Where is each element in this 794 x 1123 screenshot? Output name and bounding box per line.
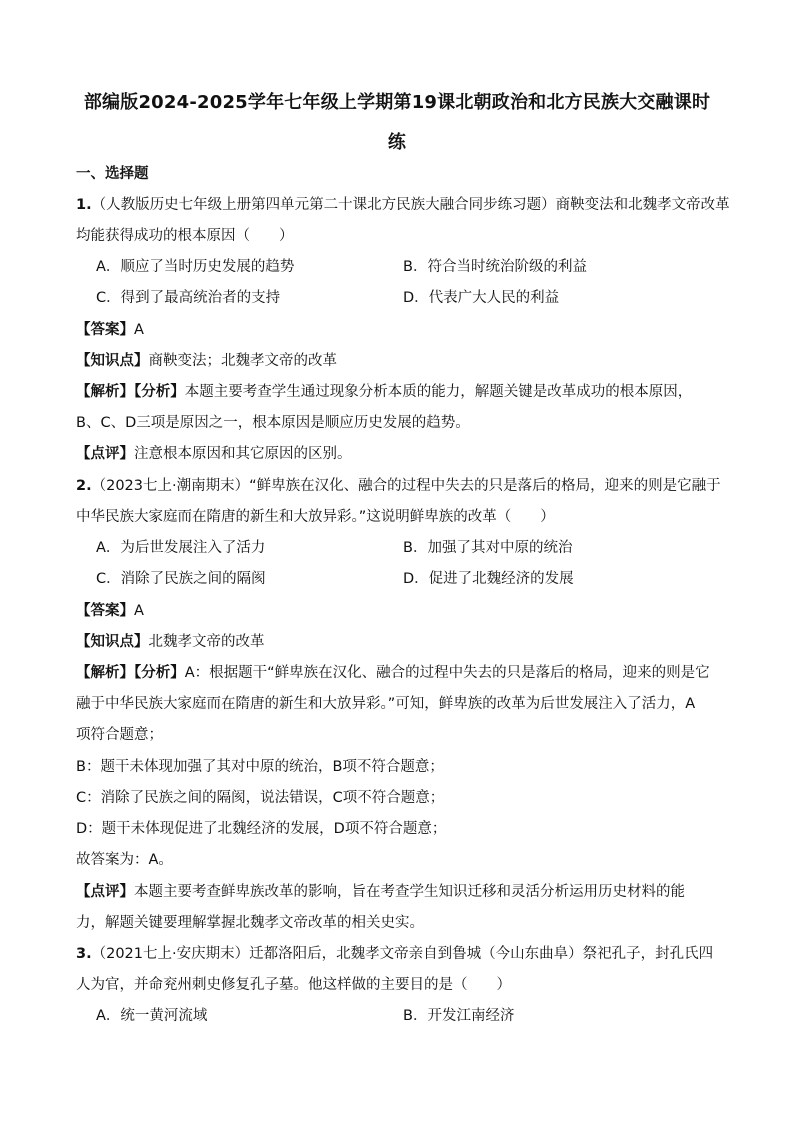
document-title: 部编版2024-2025学年七年级上学期第19课北朝政治和北方民族大交融课时 bbox=[83, 92, 711, 113]
q2-analysis-c: C：消除了民族之间的隔阂，说法错误，C项不符合题意； bbox=[76, 790, 445, 806]
document-title-continued: 练 bbox=[387, 132, 407, 153]
q2-option-c: C．消除了民族之间的隔阂 bbox=[96, 571, 266, 587]
q1-knowledge-point: 【知识点】商鞅变法；北魏孝文帝的改革 bbox=[76, 353, 337, 369]
q3-option-a: A．统一黄河流域 bbox=[96, 1008, 208, 1024]
q2-analysis-d: D：题干未体现促进了北魏经济的发展，D项不符合题意； bbox=[76, 821, 447, 837]
q1-option-d: D．代表广大人民的利益 bbox=[403, 290, 560, 306]
q1-analysis-cont: B、C、D三项是原因之一，根本原因是顺应历史发展的趋势。 bbox=[76, 415, 470, 431]
question-number: 2. bbox=[76, 478, 92, 494]
question-3-stem-cont: 人为官，并命兖州刺史修复孔子墓。他这样做的主要目的是（ ） bbox=[76, 977, 511, 993]
q1-option-a: A．顺应了当时历史发展的趋势 bbox=[96, 259, 295, 275]
q2-answer: 【答案】A bbox=[76, 603, 144, 619]
q2-final-answer: 故答案为：A。 bbox=[76, 852, 173, 868]
q2-analysis-cont-1: 融于中华民族大家庭而在隋唐的新生和大放异彩。”可知，鲜卑族的改革为后世发展注入了活力，A bbox=[76, 696, 696, 712]
q1-option-b: B．符合当时统治阶级的利益 bbox=[403, 259, 587, 275]
question-2-stem-cont: 中华民族大家庭而在隋唐的新生和大放异彩。”这说明鲜卑族的改革（ ） bbox=[76, 509, 555, 525]
question-number: 1. bbox=[76, 197, 92, 213]
q2-comment-cont: 力，解题关键要理解掌握北魏孝文帝改革的相关史实。 bbox=[76, 915, 424, 931]
q2-comment: 【点评】本题主要考查鲜卑族改革的影响，旨在考查学生知识迁移和灵活分析运用历史材料的能 bbox=[76, 884, 685, 900]
q2-option-d: D．促进了北魏经济的发展 bbox=[403, 571, 574, 587]
q2-option-b: B．加强了其对中原的统治 bbox=[403, 540, 573, 556]
question-1-stem: 1.（人教版历史七年级上册第四单元第二十课北方民族大融合同步练习题）商鞅变法和北魏孝文帝改革 bbox=[76, 197, 730, 213]
q1-analysis: 【解析】【分析】本题主要考查学生通过现象分析本质的能力，解题关键是改革成功的根本原因， bbox=[76, 384, 693, 400]
q2-analysis: 【解析】【分析】A：根据题干“鲜卑族在汉化、融合的过程中失去的只是落后的格局，迎来的则是它 bbox=[76, 665, 710, 681]
question-3-stem: 3.（2021七上·安庆期末）迁都洛阳后，北魏孝文帝亲自到鲁城（今山东曲阜）祭祀孔子，封孔氏四 bbox=[76, 946, 714, 962]
q1-answer: 【答案】A bbox=[76, 322, 144, 338]
q2-analysis-cont-2: 项符合题意； bbox=[76, 727, 163, 743]
question-number: 3. bbox=[76, 946, 92, 962]
q1-option-c: C．得到了最高统治者的支持 bbox=[96, 290, 281, 306]
section-heading: 一、选择题 bbox=[76, 166, 149, 182]
question-1-stem-cont: 均能获得成功的根本原因（ ） bbox=[76, 228, 294, 244]
question-2-stem: 2.（2023七上·潮南期末）“鲜卑族在汉化、融合的过程中失去的只是落后的格局，迎来的则是它融于 bbox=[76, 478, 721, 494]
q1-comment: 【点评】注意根本原因和其它原因的区别。 bbox=[76, 446, 352, 462]
q2-knowledge-point: 【知识点】北魏孝文帝的改革 bbox=[76, 634, 265, 650]
q2-analysis-b: B：题干未体现加强了其对中原的统治，B项不符合题意； bbox=[76, 759, 444, 775]
q3-option-b: B．开发江南经济 bbox=[403, 1008, 515, 1024]
q2-option-a: A．为后世发展注入了活力 bbox=[96, 540, 266, 556]
